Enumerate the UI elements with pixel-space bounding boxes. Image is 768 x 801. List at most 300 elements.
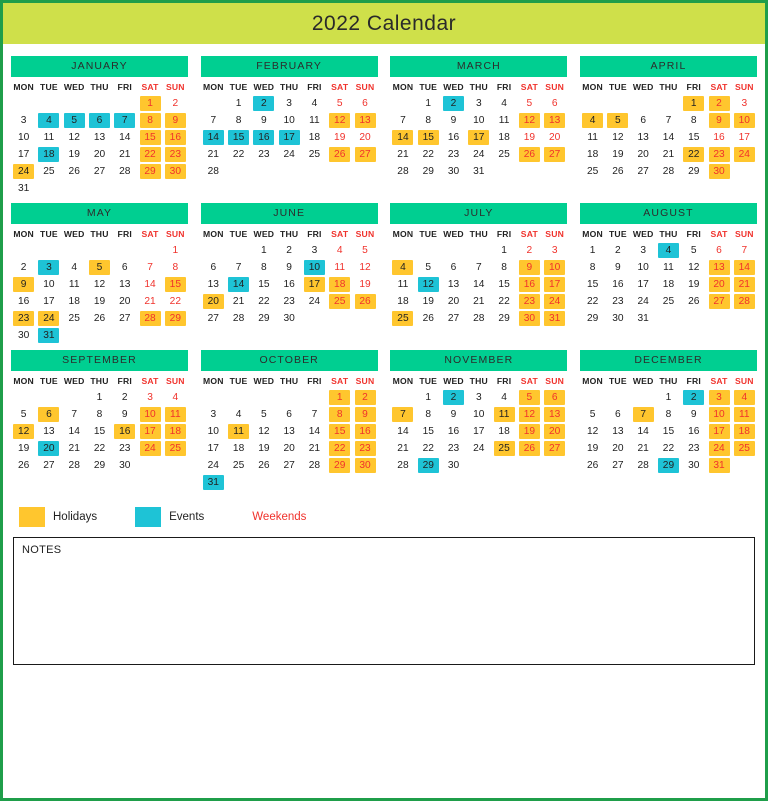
weekday-header: MON	[13, 376, 34, 386]
day-number: 11	[494, 407, 515, 422]
day-cell	[201, 293, 226, 310]
day-cell	[681, 112, 706, 129]
day-cell	[87, 423, 112, 440]
weekday-header-row	[390, 375, 567, 389]
weekday-header: SUN	[545, 82, 565, 92]
day-cell	[11, 310, 36, 327]
day-cell	[656, 112, 681, 129]
day-cell	[517, 440, 542, 457]
empty-cell	[137, 457, 162, 474]
day-cell	[226, 146, 251, 163]
day-cell	[656, 163, 681, 180]
day-number: 6	[89, 113, 110, 128]
day-number: 9	[709, 113, 730, 128]
day-cell	[62, 423, 87, 440]
day-cell	[605, 406, 630, 423]
week-row	[201, 310, 378, 327]
empty-cell	[416, 242, 441, 259]
day-cell	[542, 146, 567, 163]
weekday-header: SUN	[355, 82, 375, 92]
day-cell	[251, 293, 276, 310]
empty-cell	[517, 457, 542, 474]
day-cell	[416, 129, 441, 146]
day-number: 2	[683, 390, 704, 405]
day-cell	[580, 259, 605, 276]
day-cell	[416, 406, 441, 423]
day-cell	[416, 95, 441, 112]
empty-cell	[36, 180, 61, 197]
day-number: 25	[329, 294, 350, 309]
day-number: 28	[140, 311, 161, 326]
weekday-header: TUE	[419, 376, 438, 386]
day-number: 4	[658, 243, 679, 258]
day-number: 19	[93, 296, 106, 307]
week-row	[201, 242, 378, 259]
day-number: 20	[548, 132, 561, 143]
day-cell	[11, 163, 36, 180]
day-cell	[681, 259, 706, 276]
day-number: 7	[210, 115, 217, 126]
day-number: 17	[304, 277, 325, 292]
weekday-header: TUE	[40, 376, 58, 386]
day-cell	[112, 129, 137, 146]
day-cell	[87, 457, 112, 474]
day-number: 5	[589, 409, 596, 420]
day-cell	[87, 112, 112, 129]
weekday-header: WED	[632, 229, 654, 239]
day-number: 26	[68, 166, 80, 177]
day-cell	[11, 457, 36, 474]
week-row	[390, 293, 567, 310]
day-number: 20	[612, 443, 624, 454]
day-cell	[656, 457, 681, 474]
day-cell	[11, 259, 36, 276]
day-number: 15	[228, 130, 249, 145]
empty-cell	[62, 242, 87, 259]
week-row	[11, 457, 188, 474]
weekday-header: SUN	[734, 82, 754, 92]
day-cell	[441, 293, 466, 310]
day-number: 22	[422, 443, 434, 454]
day-cell	[631, 146, 656, 163]
day-cell	[201, 457, 226, 474]
day-cell	[62, 112, 87, 129]
weekday-header: TUE	[608, 82, 627, 92]
day-cell	[491, 423, 516, 440]
day-number: 28	[734, 294, 755, 309]
week-row	[11, 180, 188, 197]
day-cell	[62, 259, 87, 276]
day-cell	[605, 163, 630, 180]
day-cell	[163, 423, 188, 440]
month-name: FEBRUARY	[201, 56, 378, 77]
day-cell	[226, 276, 251, 293]
day-cell	[327, 95, 352, 112]
month-block	[11, 56, 188, 197]
day-cell	[732, 95, 757, 112]
week-row	[201, 423, 378, 440]
day-number: 3	[741, 98, 748, 109]
day-cell	[441, 95, 466, 112]
week-row	[390, 406, 567, 423]
legend-weekends-label: Weekends	[252, 511, 307, 523]
day-cell	[517, 112, 542, 129]
day-cell	[681, 389, 706, 406]
day-number: 25	[586, 166, 599, 177]
month-block	[580, 203, 757, 344]
day-number: 29	[422, 166, 434, 177]
week-row	[201, 293, 378, 310]
empty-cell	[87, 327, 112, 344]
day-number: 10	[734, 113, 755, 128]
day-cell	[580, 163, 605, 180]
day-number: 3	[147, 392, 153, 403]
day-cell	[441, 406, 466, 423]
day-number: 26	[93, 313, 106, 324]
day-cell	[201, 129, 226, 146]
weekday-header: FRI	[686, 229, 701, 239]
weekday-header: SUN	[355, 229, 375, 239]
day-cell	[441, 163, 466, 180]
day-cell	[302, 259, 327, 276]
weekday-header: TUE	[419, 82, 438, 92]
week-row	[580, 389, 757, 406]
weekday-header: WED	[63, 376, 85, 386]
day-cell	[681, 423, 706, 440]
empty-cell	[62, 180, 87, 197]
day-cell	[466, 146, 491, 163]
day-cell	[226, 406, 251, 423]
day-number: 18	[734, 424, 755, 439]
day-number: 23	[612, 296, 624, 307]
month-name: JULY	[390, 203, 567, 224]
week-row	[11, 327, 188, 344]
day-number: 11	[587, 132, 598, 143]
day-number: 6	[286, 409, 292, 420]
day-number: 25	[494, 441, 515, 456]
day-cell	[605, 259, 630, 276]
day-number: 8	[329, 407, 350, 422]
legend-events-label: Events	[169, 511, 205, 523]
empty-cell	[390, 95, 415, 112]
day-cell	[163, 406, 188, 423]
day-number: 30	[119, 460, 131, 471]
day-cell	[542, 406, 567, 423]
day-number: 28	[473, 313, 485, 324]
day-cell	[732, 129, 757, 146]
weekday-header: THU	[659, 82, 678, 92]
weekday-header: TUE	[229, 82, 248, 92]
weekday-header: SAT	[331, 82, 349, 92]
day-cell	[517, 389, 542, 406]
day-number: 4	[235, 409, 242, 420]
day-number: 2	[355, 390, 376, 405]
day-number: 30	[447, 460, 460, 471]
day-cell	[36, 112, 61, 129]
empty-cell	[605, 95, 630, 112]
day-number: 15	[418, 130, 439, 145]
day-number: 8	[261, 262, 267, 273]
day-number: 5	[519, 390, 540, 405]
day-number: 13	[612, 426, 624, 437]
day-number: 22	[93, 443, 106, 454]
day-cell	[517, 259, 542, 276]
day-number: 23	[165, 147, 186, 162]
weekday-header: TUE	[419, 229, 438, 239]
day-cell	[416, 259, 441, 276]
day-cell	[542, 95, 567, 112]
day-number: 19	[519, 424, 540, 439]
day-number: 20	[359, 132, 371, 143]
month-name: APRIL	[580, 56, 757, 77]
day-cell	[137, 259, 162, 276]
day-cell	[706, 112, 731, 129]
day-number: 22	[140, 147, 161, 162]
day-number: 20	[544, 424, 565, 439]
weekday-header: FRI	[307, 376, 322, 386]
weekday-header-row	[11, 81, 188, 95]
day-number: 7	[311, 409, 318, 420]
day-number: 18	[329, 277, 350, 292]
day-cell	[36, 259, 61, 276]
day-number: 27	[447, 313, 460, 324]
day-number: 13	[544, 113, 565, 128]
day-cell	[390, 406, 415, 423]
day-cell	[491, 406, 516, 423]
day-cell	[11, 180, 36, 197]
day-number: 22	[169, 296, 182, 307]
weekday-header: MON	[582, 82, 603, 92]
month-calendar-table	[201, 228, 378, 327]
day-cell	[226, 112, 251, 129]
day-number: 13	[93, 132, 106, 143]
day-number: 26	[612, 166, 624, 177]
weekday-header: THU	[659, 376, 678, 386]
day-number: 14	[203, 130, 224, 145]
weekday-header: MON	[202, 82, 224, 92]
empty-cell	[706, 310, 731, 327]
day-number: 19	[68, 149, 80, 160]
day-cell	[656, 276, 681, 293]
week-row	[201, 406, 378, 423]
day-cell	[706, 423, 731, 440]
day-number: 30	[709, 164, 730, 179]
day-number: 24	[207, 460, 219, 471]
day-number: 22	[683, 147, 704, 162]
day-number: 21	[397, 149, 409, 160]
day-cell	[631, 163, 656, 180]
day-number: 21	[144, 296, 156, 307]
week-row	[580, 146, 757, 163]
empty-cell	[163, 180, 188, 197]
weekday-header: FRI	[307, 229, 322, 239]
day-cell	[542, 389, 567, 406]
day-number: 11	[165, 407, 186, 422]
day-number: 30	[17, 330, 30, 341]
day-cell	[137, 423, 162, 440]
day-cell	[302, 457, 327, 474]
month-block	[390, 203, 567, 344]
day-number: 12	[68, 132, 80, 143]
day-number: 27	[119, 313, 131, 324]
day-number: 2	[615, 245, 621, 256]
day-cell	[112, 389, 137, 406]
month-name: NOVEMBER	[390, 350, 567, 371]
day-number: 16	[713, 132, 725, 143]
day-number: 2	[121, 392, 128, 403]
month-calendar-table	[201, 375, 378, 491]
day-number: 12	[612, 132, 624, 143]
day-cell	[112, 112, 137, 129]
day-cell	[201, 163, 226, 180]
day-cell	[251, 242, 276, 259]
day-cell	[87, 389, 112, 406]
day-cell	[163, 242, 188, 259]
day-cell	[62, 276, 87, 293]
day-number: 10	[140, 407, 161, 422]
day-number: 3	[20, 115, 27, 126]
notes-box[interactable]	[13, 537, 755, 665]
day-cell	[466, 163, 491, 180]
day-number: 27	[544, 441, 565, 456]
month-name: MARCH	[390, 56, 567, 77]
day-number: 14	[228, 277, 249, 292]
day-number: 21	[207, 149, 219, 160]
weekday-header: WED	[632, 376, 654, 386]
day-cell	[87, 163, 112, 180]
day-number: 30	[283, 313, 295, 324]
empty-cell	[656, 310, 681, 327]
day-number: 11	[734, 407, 755, 422]
day-cell	[542, 259, 567, 276]
day-cell	[732, 406, 757, 423]
day-number: 4	[501, 98, 507, 109]
day-number: 24	[709, 441, 730, 456]
day-number: 5	[89, 260, 110, 275]
day-number: 3	[38, 260, 59, 275]
empty-cell	[466, 242, 491, 259]
day-number: 26	[519, 147, 540, 162]
week-row	[390, 276, 567, 293]
empty-cell	[62, 95, 87, 112]
weekday-header-row	[580, 375, 757, 389]
day-cell	[732, 389, 757, 406]
day-number: 15	[165, 277, 186, 292]
day-cell	[36, 163, 61, 180]
day-number: 21	[397, 443, 409, 454]
day-cell	[201, 276, 226, 293]
day-number: 29	[329, 458, 350, 473]
empty-cell	[277, 474, 302, 491]
week-row	[11, 95, 188, 112]
day-cell	[656, 389, 681, 406]
month-block	[390, 350, 567, 491]
day-number: 11	[397, 279, 409, 290]
day-number: 30	[165, 164, 186, 179]
day-cell	[277, 276, 302, 293]
weekday-header: SUN	[734, 229, 754, 239]
day-cell	[517, 276, 542, 293]
day-number: 1	[589, 245, 596, 256]
day-number: 17	[17, 149, 30, 160]
day-number: 31	[709, 458, 730, 473]
empty-cell	[681, 310, 706, 327]
week-row	[390, 112, 567, 129]
month-calendar-table	[580, 375, 757, 474]
day-cell	[163, 129, 188, 146]
notes-title: NOTES	[22, 544, 62, 556]
day-number: 12	[359, 262, 371, 273]
weekday-header: THU	[90, 82, 109, 92]
day-number: 24	[308, 296, 321, 307]
day-number: 18	[498, 132, 510, 143]
day-cell	[491, 242, 516, 259]
day-cell	[302, 440, 327, 457]
day-number: 16	[283, 279, 295, 290]
weekday-header: FRI	[686, 376, 701, 386]
day-cell	[732, 242, 757, 259]
weekday-header: SAT	[141, 376, 159, 386]
day-cell	[11, 112, 36, 129]
day-number: 25	[43, 166, 55, 177]
week-row	[580, 293, 757, 310]
weekday-header: SAT	[331, 229, 349, 239]
day-cell	[491, 259, 516, 276]
empty-cell	[112, 95, 137, 112]
day-number: 4	[311, 98, 318, 109]
day-number: 30	[355, 458, 376, 473]
day-cell	[605, 293, 630, 310]
day-cell	[112, 457, 137, 474]
day-number: 15	[688, 132, 700, 143]
day-cell	[327, 259, 352, 276]
day-number: 17	[468, 130, 489, 145]
day-number: 23	[13, 311, 34, 326]
empty-cell	[226, 474, 251, 491]
day-cell	[441, 259, 466, 276]
weekday-header: SUN	[165, 82, 185, 92]
day-number: 3	[551, 245, 558, 256]
day-cell	[302, 406, 327, 423]
day-cell	[416, 457, 441, 474]
day-number: 21	[119, 149, 131, 160]
day-number: 6	[210, 262, 217, 273]
day-cell	[466, 423, 491, 440]
day-number: 27	[355, 147, 376, 162]
weekday-header-row	[11, 375, 188, 389]
day-number: 18	[232, 443, 245, 454]
day-cell	[137, 406, 162, 423]
day-number: 14	[119, 132, 131, 143]
day-number: 3	[640, 245, 646, 256]
day-number: 16	[447, 132, 460, 143]
day-number: 18	[397, 296, 409, 307]
day-number: 5	[20, 409, 27, 420]
month-name: JUNE	[201, 203, 378, 224]
empty-cell	[732, 310, 757, 327]
day-number: 8	[665, 409, 672, 420]
day-number: 17	[207, 443, 219, 454]
weekday-header: THU	[659, 229, 678, 239]
weekday-header: FRI	[496, 229, 512, 239]
day-number: 10	[304, 260, 325, 275]
month-calendar-table	[11, 81, 188, 197]
day-number: 4	[71, 262, 78, 273]
day-number: 14	[734, 260, 755, 275]
weekday-header: THU	[280, 229, 299, 239]
day-cell	[441, 310, 466, 327]
weekday-header: WED	[63, 82, 85, 92]
